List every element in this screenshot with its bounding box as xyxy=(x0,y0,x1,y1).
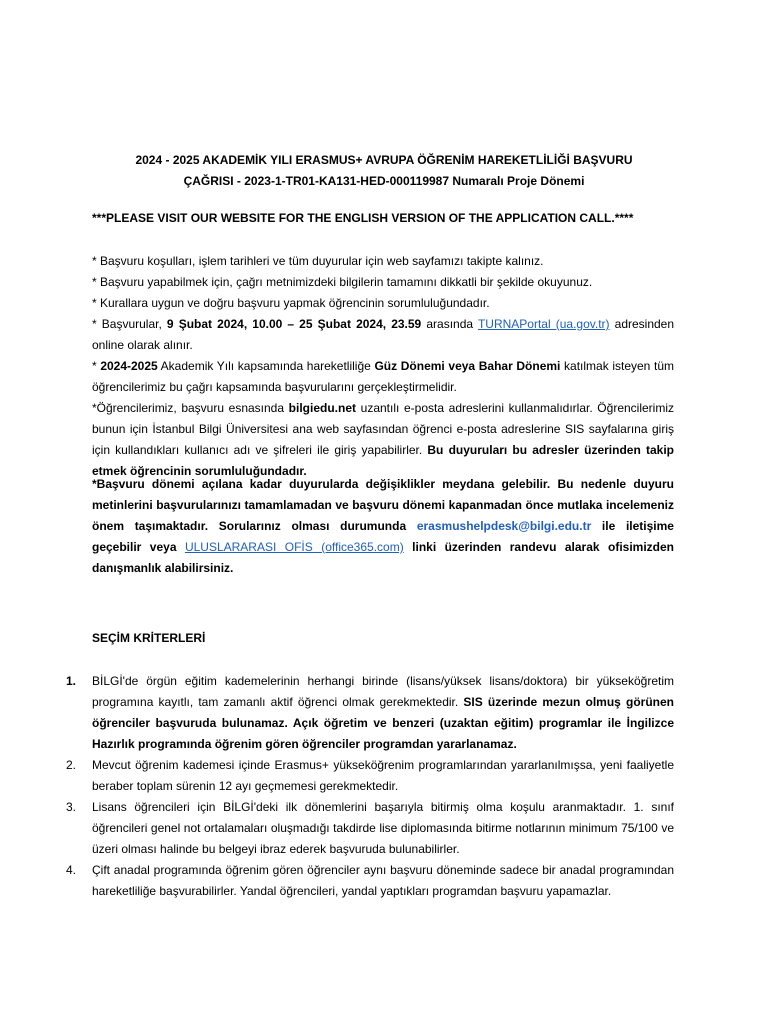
criteria-number: 2. xyxy=(66,758,77,772)
criteria-text: Lisans öğrencileri için BİLGİ'deki ilk dönemlerini başarıyla bitirmiş olma koşulu aranmaktadır. 1. sınıf öğrencileri genel not ortalamaları oluşmadığı takdirde lise diplomasında bitirme notlarının minimum 75/100 ve üzeri olması halinde bu belgeyi ibraz ederek başvuruda bulunabilirler. xyxy=(92,800,674,856)
email-domain: bilgiedu.net xyxy=(288,401,357,415)
criteria-number: 4. xyxy=(66,863,77,877)
warning-text-1: *Başvuru dönemi açılana kadar duyurularda değişiklikler meydana gelebilir. Bu nedenle duyuru metinlerini başvurularınızı tamamlamadan ve başvuru dönemi kapanmadan önce mutlaka incelemeniz önem taşımaktadır. Sorularınız olması durumunda xyxy=(92,477,674,533)
bullet-responsibility: * Kurallara uygun ve doğru başvuru yapmak öğrencinin sorumluluğundadır. xyxy=(92,296,490,310)
criteria-number: 1. xyxy=(66,674,77,688)
criteria-text: BİLGİ'de örgün eğitim kademelerinin herhangi birinde (lisans/yüksek lisans/doktora) bir yükseköğretim programına kayıtlı, tam zamanlı aktif öğrenci olmak gerekmektedir. xyxy=(92,674,674,709)
criteria-item-4 xyxy=(66,860,674,902)
criteria-text: Mevcut öğrenim kademesi içinde Erasmus+ yükseköğrenim programlarından yararlanılmışsa, yeni faaliyetle beraber toplam sürenin 12 ayı geçmemesi gerekmektedir. xyxy=(92,758,674,793)
application-dates: 9 Şubat 2024, 10.00 – 25 Şubat 2024, 23.59 xyxy=(166,317,422,331)
bullet-application-dates xyxy=(92,314,674,356)
email-responsibility: Bu duyuruları bu adresler üzerinden takip etmek öğrencinin sorumluluğundadır. xyxy=(92,443,674,478)
criteria-number: 3. xyxy=(66,800,77,814)
change-warning xyxy=(92,474,674,579)
dates-suffix: adresinden online olarak alınır. xyxy=(92,317,675,352)
title-line-1: 2024 - 2025 AKADEMİK YILI ERASMUS+ AVRUPA ÖĞRENİM HAREKETLİLİĞİ BAŞVURU xyxy=(135,153,633,167)
bullet-read-carefully: * Başvuru yapabilmek için, çağrı metnimizdeki bilgilerin tamamını dikkatli bir şekilde okuyunuz. xyxy=(92,275,593,289)
selection-criteria-heading: SEÇİM KRİTERLERİ xyxy=(92,631,206,645)
english-version-notice: ***PLEASE VISIT OUR WEBSITE FOR THE ENGLISH VERSION OF THE APPLICATION CALL.**** xyxy=(92,211,634,225)
criteria-item-1 xyxy=(66,671,674,755)
turna-portal-link[interactable]: TURNAPortal (ua.gov.tr) xyxy=(477,317,610,331)
document-title xyxy=(60,150,708,192)
helpdesk-email-link[interactable]: erasmushelpdesk@bilgi.edu.tr xyxy=(416,519,592,533)
international-office-link[interactable]: ULUSLARARASI OFİS (office365.com) xyxy=(184,540,404,554)
criteria-item-3 xyxy=(66,797,674,860)
year-middle: Akademik Yılı kapsamında hareketliliğe xyxy=(157,359,375,373)
title-line-2: ÇAĞRISI - 2023-1-TR01-KA131-HED-000119987 Numaralı Proje Dönemi xyxy=(183,174,585,188)
info-bullets xyxy=(92,251,674,482)
dates-prefix: * Başvurular, xyxy=(92,317,167,331)
warning-text-3: linki üzerinden randevu alarak ofisimizden danışmanlık alabilirsiniz. xyxy=(92,540,675,575)
email-middle: uzantılı e-posta adreslerini kullanmalıdırlar. Öğrencilerimiz bunun için İstanbul Bilgi Üniversitesi ana web sayfasından öğrenci e-posta adreslerine SIS sayfalarına giriş için kullandıkları kullanıcı adı ve şifreleri ile giriş yapabilirler. xyxy=(92,401,674,457)
criteria-text: Çift anadal programında öğrenim gören öğrenciler aynı başvuru döneminde sadece bir anadal programından hareketliliğe başvurabilirler. Yandal öğrencileri, yandal yaptıkları programdan başvuru yapamazlar. xyxy=(92,863,674,898)
year-prefix: * xyxy=(92,359,101,373)
dates-middle: arasında xyxy=(421,317,478,331)
criteria-item-2 xyxy=(66,755,674,797)
bullet-follow-website: * Başvuru koşulları, işlem tarihleri ve tüm duyurular için web sayfamızı takipte kalınız. xyxy=(92,254,544,268)
criteria-bold-text: SIS üzerinde mezun olmuş görünen öğrenciler başvuruda bulunamaz. Açık öğretim ve benzeri (uzaktan eğitim) programlar ile İngilizce Hazırlık programında öğrenim gören öğrenciler programdan yararlanamaz. xyxy=(92,695,675,751)
semester-terms: Güz Dönemi veya Bahar Dönemi xyxy=(374,359,561,373)
selection-criteria-list xyxy=(66,671,674,902)
academic-year: 2024-2025 xyxy=(100,359,158,373)
warning-text-2: ile iletişime geçebilir veya xyxy=(92,519,674,554)
bullet-email-domain xyxy=(92,398,674,482)
email-prefix: *Öğrencilerimiz, başvuru esnasında xyxy=(92,401,289,415)
year-suffix: katılmak isteyen tüm öğrencilerimiz bu çağrı kapsamında başvurularını gerçekleştirmelidir. xyxy=(92,359,675,394)
bullet-academic-year xyxy=(92,356,674,398)
